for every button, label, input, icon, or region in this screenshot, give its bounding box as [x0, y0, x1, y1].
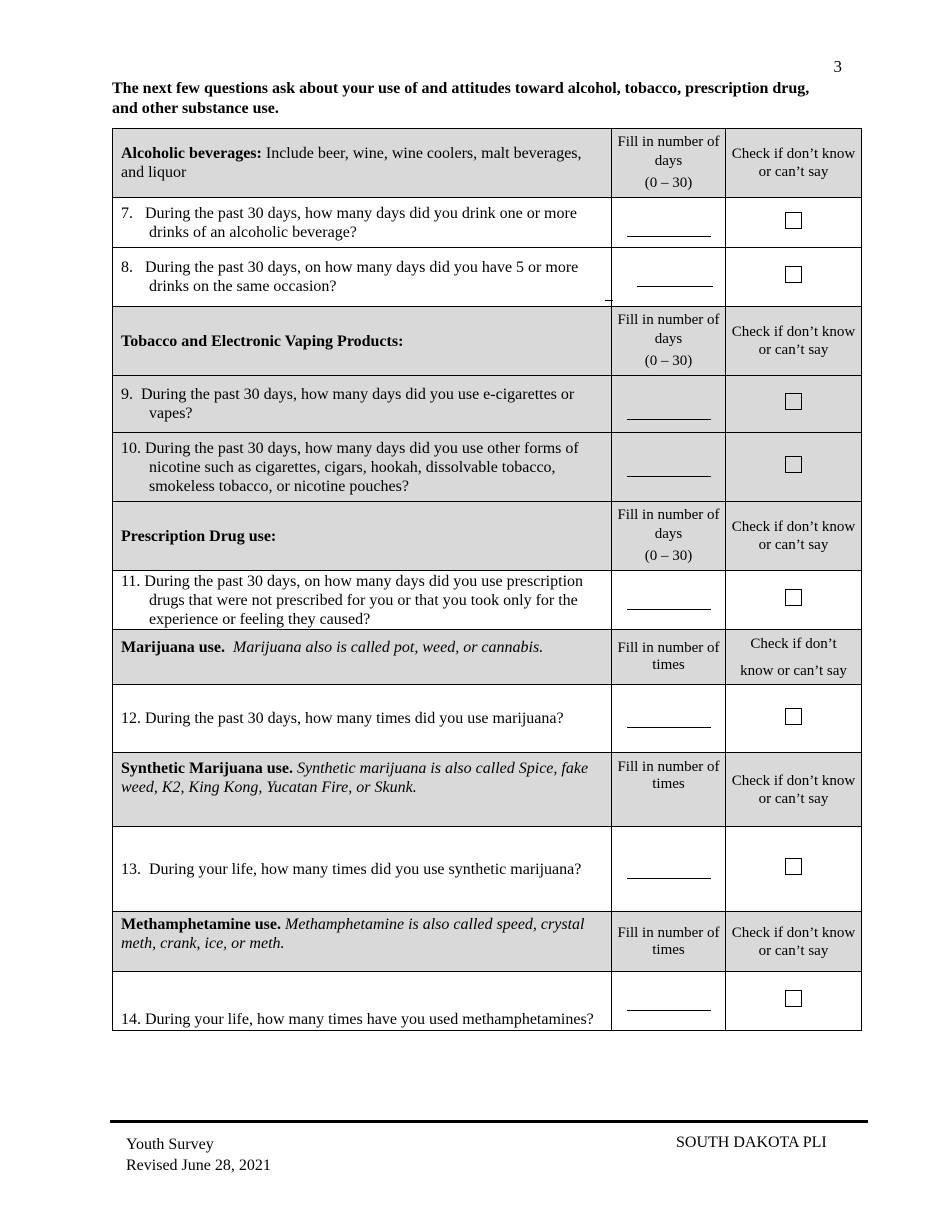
- dont-know-checkbox-8[interactable]: [785, 266, 802, 283]
- days-input-9[interactable]: [627, 418, 711, 420]
- question-row-14: [113, 972, 862, 1031]
- check-label: Check if don’t know or can’t say: [726, 912, 862, 972]
- substance-use-table: [112, 128, 862, 1031]
- check-label: Check if don’t know or can’t say: [726, 502, 862, 571]
- days-input-8[interactable]: [637, 285, 713, 287]
- check-label: Check if don’t know or can’t say: [726, 630, 862, 685]
- marijuana-header-row: [113, 630, 862, 685]
- synthetic-header-row: [113, 753, 862, 827]
- tobacco-header: Tobacco and Electronic Vaping Products:: [113, 307, 612, 376]
- question-14: 14. During your life, how many times have you used methamphetamines?: [121, 1011, 594, 1028]
- question-row-13: [113, 827, 862, 912]
- question-11: 11. During the past 30 days, on how many days did you use prescription drugs that were not prescribed for you or that you took only for the experience or feeling they caused?: [121, 572, 584, 628]
- alcohol-header: Alcoholic beverages: Include beer, wine, wine coolers, malt beverages, and liquor: [113, 129, 612, 198]
- tobacco-header-row: [113, 307, 862, 376]
- question-row-12: [113, 685, 862, 753]
- times-input-14[interactable]: [627, 1009, 711, 1011]
- dont-know-checkbox-14[interactable]: [785, 990, 802, 1007]
- dont-know-checkbox-12[interactable]: [785, 708, 802, 725]
- dont-know-checkbox-7[interactable]: [785, 212, 802, 229]
- question-9: 9. During the past 30 days, how many days did you use e-cigarettes or vapes?: [121, 386, 575, 422]
- question-row-9: [113, 376, 862, 433]
- check-label: Check if don’t know or can’t say: [726, 307, 862, 376]
- prescription-header: Prescription Drug use:: [113, 502, 612, 571]
- question-12: 12. During the past 30 days, how many times did you use marijuana?: [121, 710, 564, 727]
- question-7: 7. During the past 30 days, how many days did you drink one or more drinks of an alcoholic beverage?: [121, 204, 577, 241]
- times-input-12[interactable]: [627, 726, 711, 728]
- dont-know-checkbox-9[interactable]: [785, 393, 802, 410]
- days-input-10[interactable]: [627, 475, 711, 477]
- days-input-11[interactable]: [627, 608, 711, 610]
- meth-header-row: [113, 912, 862, 972]
- section-intro: The next few questions ask about your use of and attitudes toward alcohol, tobacco, prescription drug, and other substance use.: [112, 80, 810, 117]
- check-label: Check if don’t know or can’t say: [726, 753, 862, 827]
- check-label: Check if don’t know or can’t say: [726, 129, 862, 198]
- dont-know-checkbox-10[interactable]: [785, 456, 802, 473]
- footer-left: [126, 1134, 271, 1176]
- question-13: 13. During your life, how many times did you use synthetic marijuana?: [121, 860, 582, 878]
- dont-know-checkbox-13[interactable]: [785, 858, 802, 875]
- synthetic-header: Synthetic Marijuana use. Synthetic marijuana is also called Spice, fake weed, K2, King Kong, Yucatan Fire, or Skunk.: [113, 753, 612, 827]
- meth-header: Methamphetamine use. Methamphetamine is also called speed, crystal meth, crank, ice, or meth.: [113, 912, 612, 972]
- fill-times-label: Fill in number of times: [612, 630, 726, 685]
- dont-know-checkbox-11[interactable]: [785, 589, 802, 606]
- prescription-header-row: [113, 502, 862, 571]
- footer-rule: [110, 1120, 868, 1123]
- footer-revision-date: Revised June 28, 2021: [126, 1157, 271, 1174]
- fill-times-label: Fill in number of times: [612, 912, 726, 972]
- question-8: 8. During the past 30 days, on how many days did you have 5 or more drinks on the same occasion?: [121, 259, 579, 295]
- alcohol-header-row: [113, 129, 862, 198]
- page-number: 3: [833, 57, 842, 76]
- question-row-11: [113, 571, 862, 630]
- times-input-13[interactable]: [627, 877, 711, 879]
- footer-survey-name: Youth Survey: [126, 1136, 214, 1153]
- fill-days-label: Fill in number of days (0 – 30): [612, 502, 726, 571]
- marijuana-header: Marijuana use. Marijuana also is called pot, weed, or cannabis.: [113, 630, 612, 685]
- question-row-7: [113, 198, 862, 248]
- fill-days-label: Fill in number of days (0 – 30): [612, 129, 726, 198]
- stray-underline-mark: [605, 300, 613, 301]
- fill-times-label: Fill in number of times: [612, 753, 726, 827]
- question-10: 10. During the past 30 days, how many days did you use other forms of nicotine such as cigarettes, cigars, hookah, dissolvable tobacco, smokeless tobacco, or nicotine pouches?: [121, 439, 579, 495]
- question-row-8: [113, 248, 862, 307]
- question-row-10: [113, 433, 862, 502]
- fill-days-label: Fill in number of days (0 – 30): [612, 307, 726, 376]
- days-input-7[interactable]: [627, 235, 711, 237]
- footer-organization: SOUTH DAKOTA PLI: [676, 1134, 827, 1151]
